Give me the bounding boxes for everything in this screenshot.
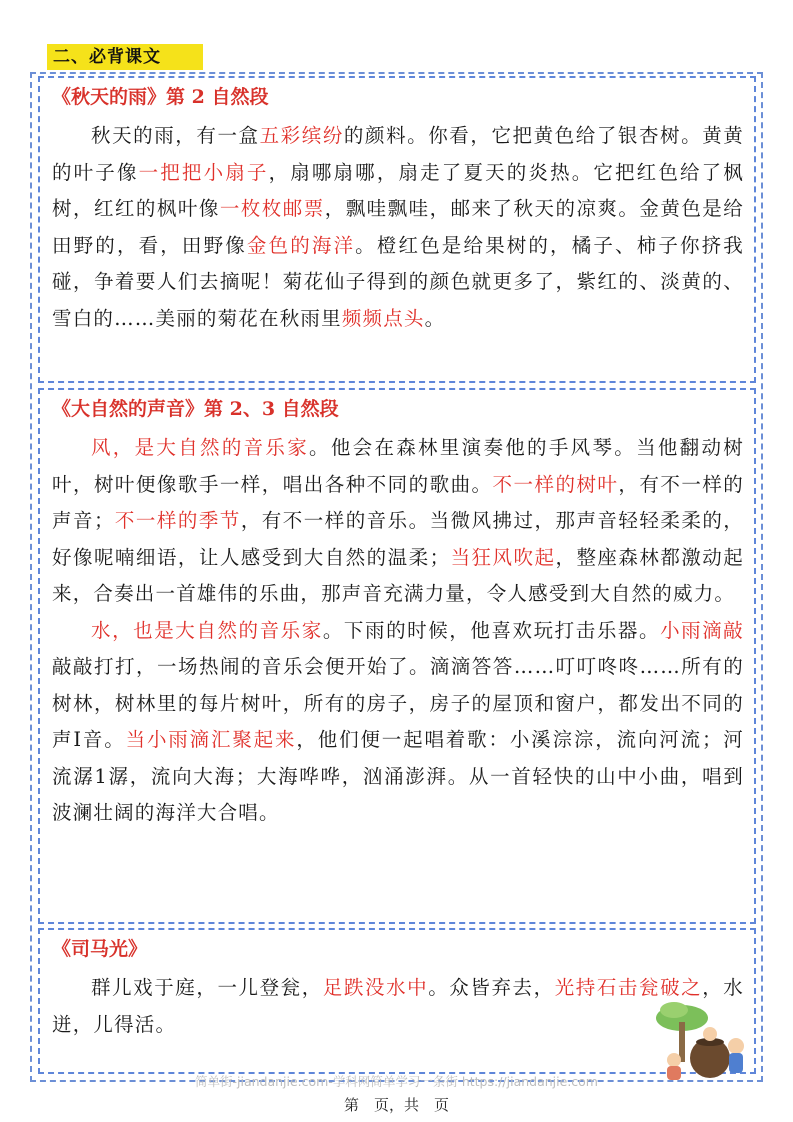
text-run: ，他们便一起唱着歌：小溪淙淙，流向河流；河流潺1潺，流向大海；大海哗哗，汹涌澎湃。从一首轻快的山中小曲，唱到波澜壮阔的海洋大合唱。 xyxy=(52,728,744,824)
text-run: ，整座森林都激动起来，合奏出一首雄伟的乐曲，那声音充满力量，令人感受到大自然的威力。 xyxy=(52,545,744,605)
paragraph xyxy=(52,118,744,337)
text-run: 敲敲打打，一场热闹的音乐会便开始了。滴滴答答……叮叮咚咚……所有的树林，树林里的每片树叶，所有的房子，房子的屋顶和窗户，都发出不同的声Ⅰ音。 xyxy=(52,655,744,751)
highlighted-phrase: 当小雨滴汇聚起来 xyxy=(125,728,297,751)
text-run: ，扇哪扇哪，扇走了夏天的炎热。它把红色给了枫树，红红的枫叶像 xyxy=(52,160,744,220)
highlighted-phrase: 足跌没水中 xyxy=(322,976,429,999)
highlighted-phrase: 五彩缤纷 xyxy=(259,124,344,147)
sima-guang-illustration xyxy=(652,1000,752,1082)
text-run: 。他会在森林里演奏他的手风琴。当他翻动树叶，树叶便像歌手一样，唱出各种不同的歌曲。 xyxy=(52,436,744,496)
passage-title: 《大自然的声音》第 2、3 自然段 xyxy=(52,398,339,420)
passage-body xyxy=(52,118,744,337)
highlighted-phrase: 当狂风吹起 xyxy=(450,545,556,569)
text-run: 的颜料。你看，它把黄色给了银杏树。黄黄的叶子像 xyxy=(52,124,744,184)
highlighted-phrase: 风，是大自然的音乐家 xyxy=(91,436,310,459)
page-number: 第 页，共 页 xyxy=(343,1096,449,1114)
text-run: 秋天的雨，有一盒 xyxy=(91,124,260,147)
text-run: 。 xyxy=(424,306,446,330)
highlighted-phrase: 光持石击瓮破之 xyxy=(554,976,703,999)
passage-box-autumn-rain xyxy=(38,76,756,383)
paragraph xyxy=(52,970,744,1043)
text-run: 群儿戏于庭，一儿登瓮， xyxy=(91,976,323,999)
text-run: ，有不一样的声音； xyxy=(52,472,745,532)
paragraph xyxy=(52,430,744,613)
text-run: ，有不一样的音乐。当微风拂过，那声音轻轻柔柔的，好像呢喃细语，让人感受到大自然的温柔； xyxy=(52,509,744,569)
highlighted-phrase: 水，也是大自然的音乐家 xyxy=(91,618,323,642)
passage-box-nature-sounds xyxy=(38,388,756,924)
highlighted-phrase: 一把把小扇子 xyxy=(138,160,269,184)
text-run: 。众皆弃去， xyxy=(428,976,555,999)
text-run: ，飘哇飘哇，邮来了秋天的凉爽。金黄色是给田野的，看，田野像 xyxy=(52,197,744,257)
passage-title: 《秋天的雨》第 2 自然段 xyxy=(52,86,269,108)
highlighted-phrase: 不一样的季节 xyxy=(114,509,241,532)
highlighted-phrase: 小雨滴敲 xyxy=(660,618,744,642)
highlighted-phrase: 金色的海洋 xyxy=(246,233,356,257)
text-run: ，水迸，儿得活。 xyxy=(52,976,745,1036)
section-label: 二、必背课文 xyxy=(47,44,203,70)
highlighted-phrase: 一枚枚邮票 xyxy=(219,197,325,220)
paragraph xyxy=(52,613,744,832)
text-run: 。下雨的时候，他喜欢玩打击乐器。 xyxy=(322,618,661,642)
text-run: 。橙红色是给果树的，橘子、柿子你挤我碰，争着要人们去摘呢！菊花仙子得到的颜色就更多了，紫红的、淡黄的、雪白的……美丽的菊花在秋雨里 xyxy=(52,233,744,330)
highlighted-phrase: 频频点头 xyxy=(341,306,425,330)
footer-watermark: 简单街-jiandanjie.com-学科网简单学习一条街 https://jiandanjie.com xyxy=(194,1074,598,1089)
passage-title: 《司马光》 xyxy=(52,938,148,960)
passage-box-sima-guang xyxy=(38,928,756,1074)
passage-body xyxy=(52,970,744,1043)
passage-body xyxy=(52,430,744,832)
highlighted-phrase: 不一样的树叶 xyxy=(492,472,619,496)
